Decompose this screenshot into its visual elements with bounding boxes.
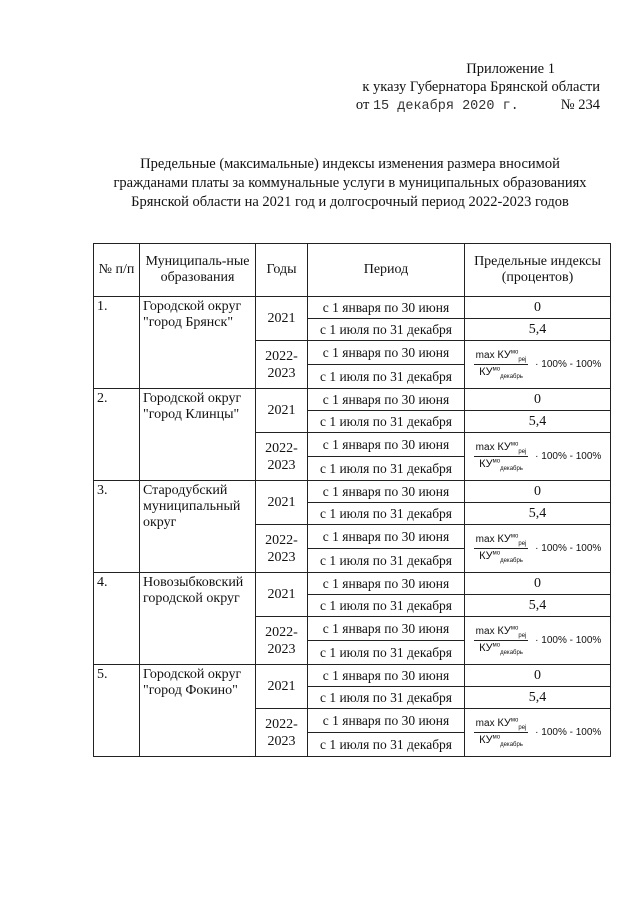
row-number: 2. [94,389,140,481]
formula-tail: · 100% - 100% [535,635,602,646]
row-number: 4. [94,573,140,665]
formula-denominator: $КУ^{мо}_{декабрь}$ [479,458,523,472]
header-municipality: Муниципаль-ные образования [140,244,256,297]
period-cell: с 1 января по 30 июня [308,341,465,365]
period-cell: с 1 июля по 31 декабря [308,319,465,341]
appendix-label: Приложение 1 [466,61,555,77]
period-cell: с 1 июля по 31 декабря [308,595,465,617]
index-value: 5,4 [465,503,611,525]
municipality-name: Городской округ "город Клинцы" [140,389,256,481]
period-cell: с 1 января по 30 июня [308,617,465,641]
period-cell: с 1 января по 30 июня [308,481,465,503]
document-title [95,155,605,212]
table-row [94,573,611,595]
header-period: Период [308,244,465,297]
header-index: Предельные индексы (процентов) [465,244,611,297]
formula-fraction [474,349,529,380]
year-2021: 2021 [256,481,308,525]
indices-table [93,243,611,757]
formula-numerator: $\max КУ^{мо}_{pej}$ [475,441,527,455]
formula-numerator: $\max КУ^{мо}_{pej}$ [475,533,527,547]
index-value: 0 [465,389,611,411]
formula-denominator: $КУ^{мо}_{декабрь}$ [479,734,523,748]
period-cell: с 1 июля по 31 декабря [308,549,465,573]
period-cell: с 1 января по 30 июня [308,525,465,549]
municipality-name: Городской округ "город Брянск" [140,297,256,389]
period-cell: с 1 января по 30 июня [308,433,465,457]
period-cell: с 1 июля по 31 декабря [308,365,465,389]
formula-fraction [474,625,529,656]
formula-fraction [474,441,529,472]
period-cell: с 1 июля по 31 декабря [308,503,465,525]
header-row [94,244,611,297]
index-formula [465,617,611,665]
formula-denominator: $КУ^{мо}_{декабрь}$ [479,550,523,564]
formula-tail: · 100% - 100% [535,359,602,370]
formula-fraction [474,533,529,564]
header-num: № п/п [94,244,140,297]
period-cell: с 1 января по 30 июня [308,297,465,319]
municipality-name: Стародубский муниципальный округ [140,481,256,573]
header-years: Годы [256,244,308,297]
row-number: 3. [94,481,140,573]
period-cell: с 1 июля по 31 декабря [308,687,465,709]
formula-tail: · 100% - 100% [535,451,602,462]
index-value: 5,4 [465,687,611,709]
index-formula [465,433,611,481]
title-line: Предельные (максимальные) индексы изменения размера вносимой [140,156,560,172]
index-value: 5,4 [465,319,611,341]
decree-date: 15 декабря 2020 г. [372,99,519,114]
year-2022-2023: 2022-2023 [256,617,308,665]
index-value: 0 [465,573,611,595]
period-cell: с 1 января по 30 июня [308,389,465,411]
period-cell: с 1 июля по 31 декабря [308,733,465,757]
year-2022-2023: 2022-2023 [256,525,308,573]
year-2021: 2021 [256,573,308,617]
formula-tail: · 100% - 100% [535,543,602,554]
decree-date-line [356,96,600,116]
decree-number: № 234 [560,97,600,113]
formula-fraction [474,717,529,748]
formula-denominator: $КУ^{мо}_{декабрь}$ [479,366,523,380]
year-2022-2023: 2022-2023 [256,341,308,389]
year-2021: 2021 [256,297,308,341]
year-2021: 2021 [256,665,308,709]
title-line: Брянской области на 2021 год и долгосрочный период 2022-2023 годов [131,194,569,210]
formula-numerator: $\max КУ^{мо}_{pej}$ [475,349,527,363]
formula-numerator: $\max КУ^{мо}_{pej}$ [475,625,527,639]
period-cell: с 1 июля по 31 декабря [308,411,465,433]
index-value: 0 [465,297,611,319]
index-formula [465,709,611,757]
year-2021: 2021 [256,389,308,433]
formula-denominator: $КУ^{мо}_{декабрь}$ [479,642,523,656]
appendix-header [356,60,600,116]
period-cell: с 1 января по 30 июня [308,709,465,733]
period-cell: с 1 января по 30 июня [308,665,465,687]
municipality-name: Городской округ "город Фокино" [140,665,256,757]
index-value: 0 [465,481,611,503]
table-row [94,665,611,687]
municipality-name: Новозыбковский городской округ [140,573,256,665]
table-row [94,297,611,319]
table-body [94,297,611,757]
index-value: 5,4 [465,411,611,433]
year-2022-2023: 2022-2023 [256,709,308,757]
row-number: 5. [94,665,140,757]
date-prefix: от [355,97,370,113]
period-cell: с 1 июля по 31 декабря [308,641,465,665]
index-formula [465,341,611,389]
table-row [94,389,611,411]
period-cell: с 1 июля по 31 декабря [308,457,465,481]
decree-reference: к указу Губернатора Брянской области [362,79,600,95]
title-line: гражданами платы за коммунальные услуги в муниципальных образованиях [113,175,587,191]
year-2022-2023: 2022-2023 [256,433,308,481]
formula-tail: · 100% - 100% [535,727,602,738]
period-cell: с 1 января по 30 июня [308,573,465,595]
formula-numerator: $\max КУ^{мо}_{pej}$ [475,717,527,731]
table-row [94,481,611,503]
row-number: 1. [94,297,140,389]
index-value: 0 [465,665,611,687]
index-value: 5,4 [465,595,611,617]
index-formula [465,525,611,573]
